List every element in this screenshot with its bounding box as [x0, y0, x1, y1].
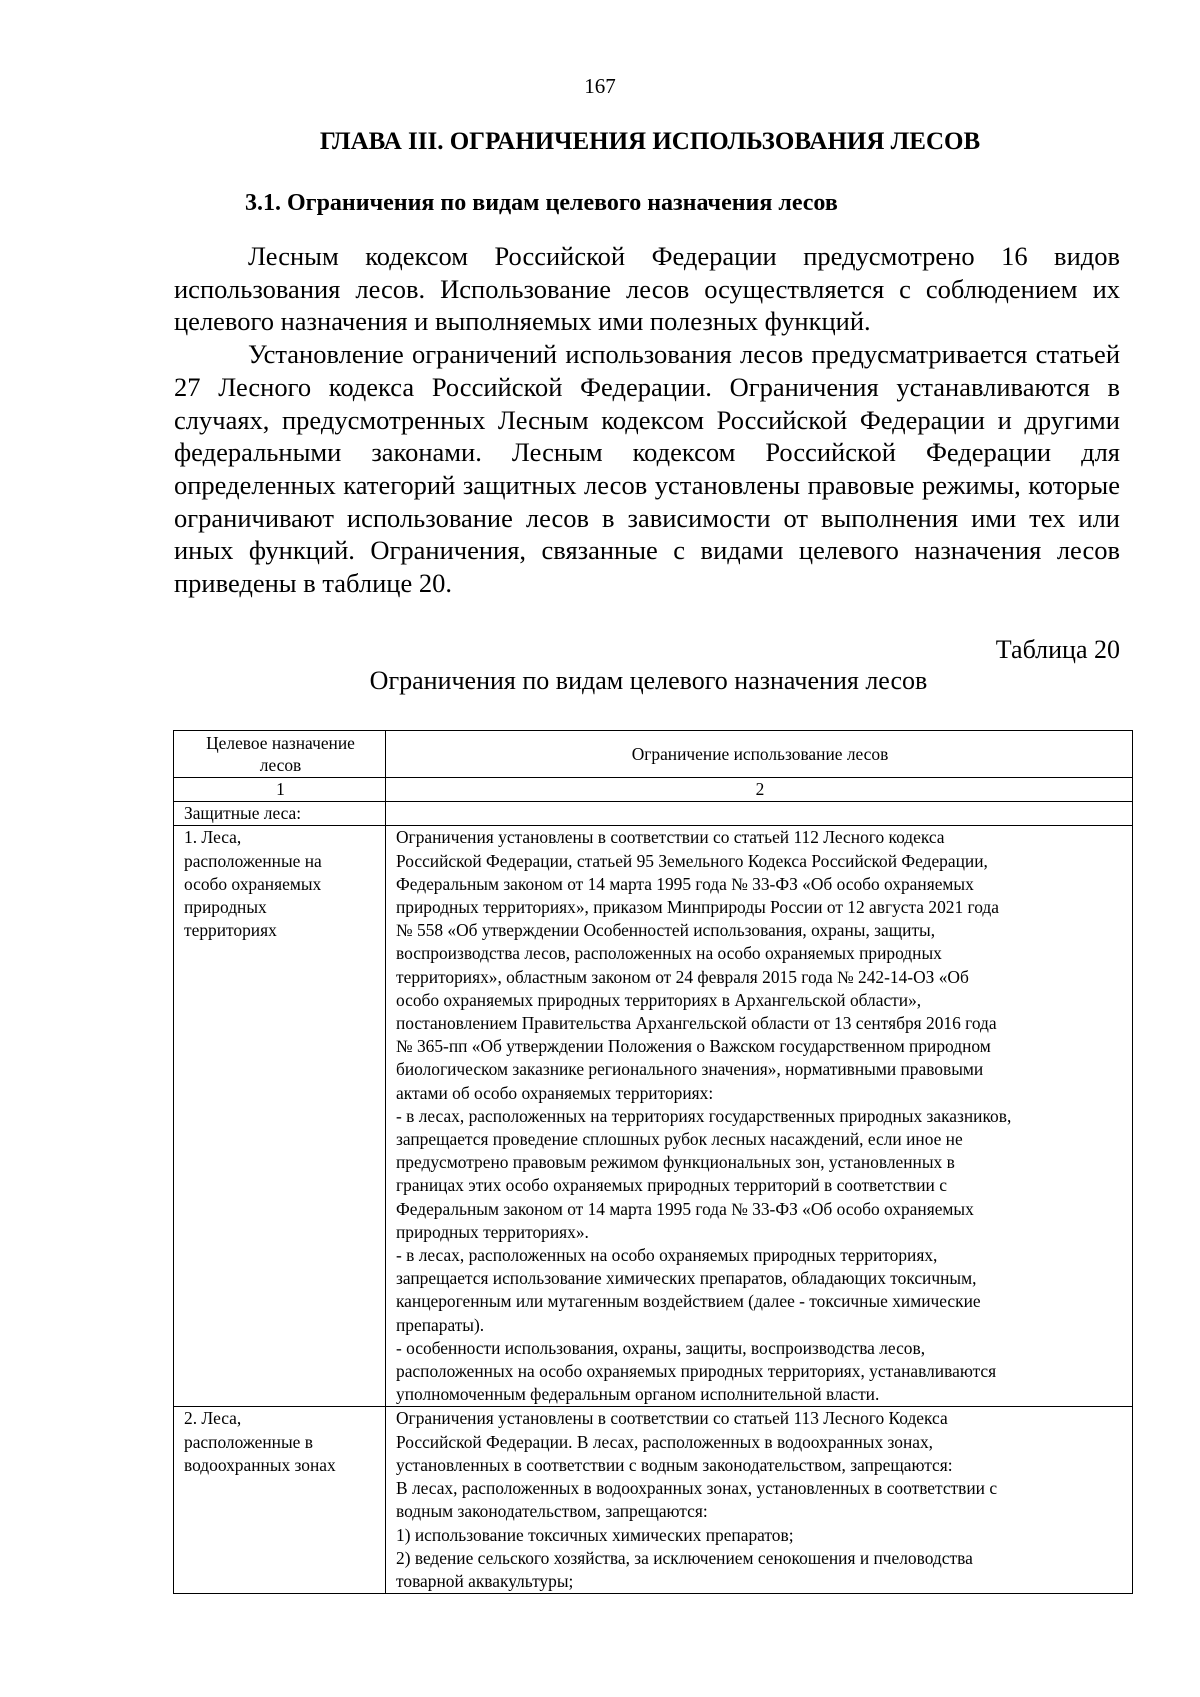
cell-line: территориях», областным законом от 24 февраля 2015 года № 242-14-ОЗ «Об	[396, 966, 969, 987]
cell-line: особо охраняемых	[184, 873, 322, 894]
cell-line: территориях	[184, 920, 277, 941]
table-row	[174, 1407, 1133, 1594]
cell-line: 1. Леса,	[184, 827, 242, 848]
cell-line: расположенных на особо охраняемых природных территориях, устанавливаются	[396, 1361, 997, 1382]
cell-line: - особенности использования, охраны, защиты, воспроизводства лесов,	[396, 1337, 926, 1358]
cell-line: 1) использование токсичных химических препаратов;	[396, 1524, 794, 1545]
column-number: 1	[174, 778, 386, 802]
cell-line: 2) ведение сельского хозяйства, за исключением сенокошения и пчеловодства	[396, 1547, 973, 1568]
page-number: 167	[584, 74, 616, 98]
cell-line: В лесах, расположенных в водоохранных зонах, установленных в соответствии с	[396, 1478, 998, 1499]
column-number-row	[174, 778, 1133, 802]
cell-line: Российской Федерации. В лесах, расположенных в водоохранных зонах,	[396, 1431, 934, 1452]
cell-line: № 558 «Об утверждении Особенностей использования, охраны, защиты,	[396, 920, 936, 941]
cell-line: природных территориях».	[396, 1221, 589, 1242]
table-header-row	[174, 731, 1133, 778]
purpose-cell	[174, 826, 386, 1407]
cell-line: Федеральным законом от 14 марта 1995 года № 33-ФЗ «Об особо охраняемых	[396, 873, 974, 894]
cell-line: расположенные в	[184, 1431, 313, 1452]
cell-line: природных	[184, 897, 267, 918]
cell-line: актами об особо охраняемых территориях:	[396, 1082, 714, 1103]
cell-line: границах этих особо охраняемых природных территорий в соответствии с	[396, 1175, 947, 1196]
cell-line: № 365-пп «Об утверждении Положения о Важском государственном природном	[396, 1036, 991, 1057]
paragraph: Лесным кодексом Российской Федерации предусмотрено 16 видов использования лесов. Использование лесов осуществляется с соблюдением их целевого назначения и выполняемых ими полезных функций.	[174, 241, 1120, 337]
paragraph: Установление ограничений использования лесов предусматривается статьей 27 Лесного кодекса Российской Федерации. Ограничения устанавливаются в случаях, предусмотренных Лесным кодексом Российской Федерации и другими федеральными законами. Лесным кодексом Российской Федерации для определенных категорий защитных лесов установлены правовые режимы, которые ограничивают использование лесов в зависимости от выполнения ими тех или иных функций. Ограничения, связанные с видами целевого назначения лесов приведены в таблице 20.	[174, 339, 1120, 599]
cell-line: водным законодательством, запрещаются:	[396, 1501, 708, 1522]
cell-line: препараты).	[396, 1314, 485, 1335]
body-text	[174, 240, 1120, 600]
cell-line: товарной аквакультуры;	[396, 1570, 574, 1591]
cell-line: воспроизводства лесов, расположенных на особо охраняемых природных	[396, 943, 942, 964]
cell-line: - в лесах, расположенных на особо охраняемых природных территориях,	[396, 1245, 938, 1266]
table-label: Таблица 20	[995, 635, 1120, 664]
cell-line: природных территориях», приказом Минприроды России от 12 августа 2021 года	[396, 897, 999, 918]
column-number: 2	[386, 778, 1133, 802]
cell-line: запрещается проведение сплошных рубок лесных насаждений, если иное не	[396, 1129, 963, 1150]
group-label: Защитные леса:	[174, 802, 386, 826]
cell-line: канцерогенным или мутагенным воздействием (далее - токсичные химические	[396, 1291, 981, 1312]
chapter-title: ГЛАВА III. ОГРАНИЧЕНИЯ ИСПОЛЬЗОВАНИЯ ЛЕСОВ	[319, 128, 981, 155]
cell-line: Ограничения установлены в соответствии со статьей 112 Лесного кодекса	[396, 827, 945, 848]
cell-line: 2. Леса,	[184, 1408, 242, 1429]
restrictions-table	[173, 730, 1133, 1594]
cell-line: запрещается использование химических препаратов, обладающих токсичным,	[396, 1268, 977, 1289]
table-row	[174, 826, 1133, 1407]
header-restriction: Ограничение использование лесов	[386, 731, 1133, 778]
cell-line: водоохранных зонах	[184, 1454, 336, 1475]
cell-line: предусмотрено правовым режимом функциональных зон, установленных в	[396, 1152, 955, 1173]
cell-line: установленных в соответствии с водным законодательством, запрещаются:	[396, 1454, 953, 1475]
cell-line: биологическом заказнике регионального значения», нормативными правовыми	[396, 1059, 984, 1080]
header-purpose: Целевое назначение лесов	[174, 731, 386, 778]
cell-line: Федеральным законом от 14 марта 1995 года № 33-ФЗ «Об особо охраняемых	[396, 1198, 974, 1219]
cell-line: Ограничения установлены в соответствии со статьей 113 Лесного Кодекса	[396, 1408, 948, 1429]
cell-line: расположенные на	[184, 850, 322, 871]
restriction-cell	[386, 826, 1133, 1407]
cell-line: постановлением Правительства Архангельской области от 13 сентября 2016 года	[396, 1013, 997, 1034]
section-title: 3.1. Ограничения по видам целевого назначения лесов	[245, 190, 838, 216]
table-caption: Ограничения по видам целевого назначения лесов	[369, 666, 928, 695]
group-empty-cell	[386, 802, 1133, 826]
table-group-row	[174, 802, 1133, 826]
cell-line: Российской Федерации, статьей 95 Земельного Кодекса Российской Федерации,	[396, 850, 988, 871]
cell-line: особо охраняемых природных территориях в Архангельской области»,	[396, 989, 922, 1010]
cell-line: уполномоченным федеральным органом исполнительной власти.	[396, 1384, 880, 1405]
purpose-cell	[174, 1407, 386, 1594]
restriction-cell	[386, 1407, 1133, 1594]
cell-line: - в лесах, расположенных на территориях государственных природных заказников,	[396, 1105, 1012, 1126]
